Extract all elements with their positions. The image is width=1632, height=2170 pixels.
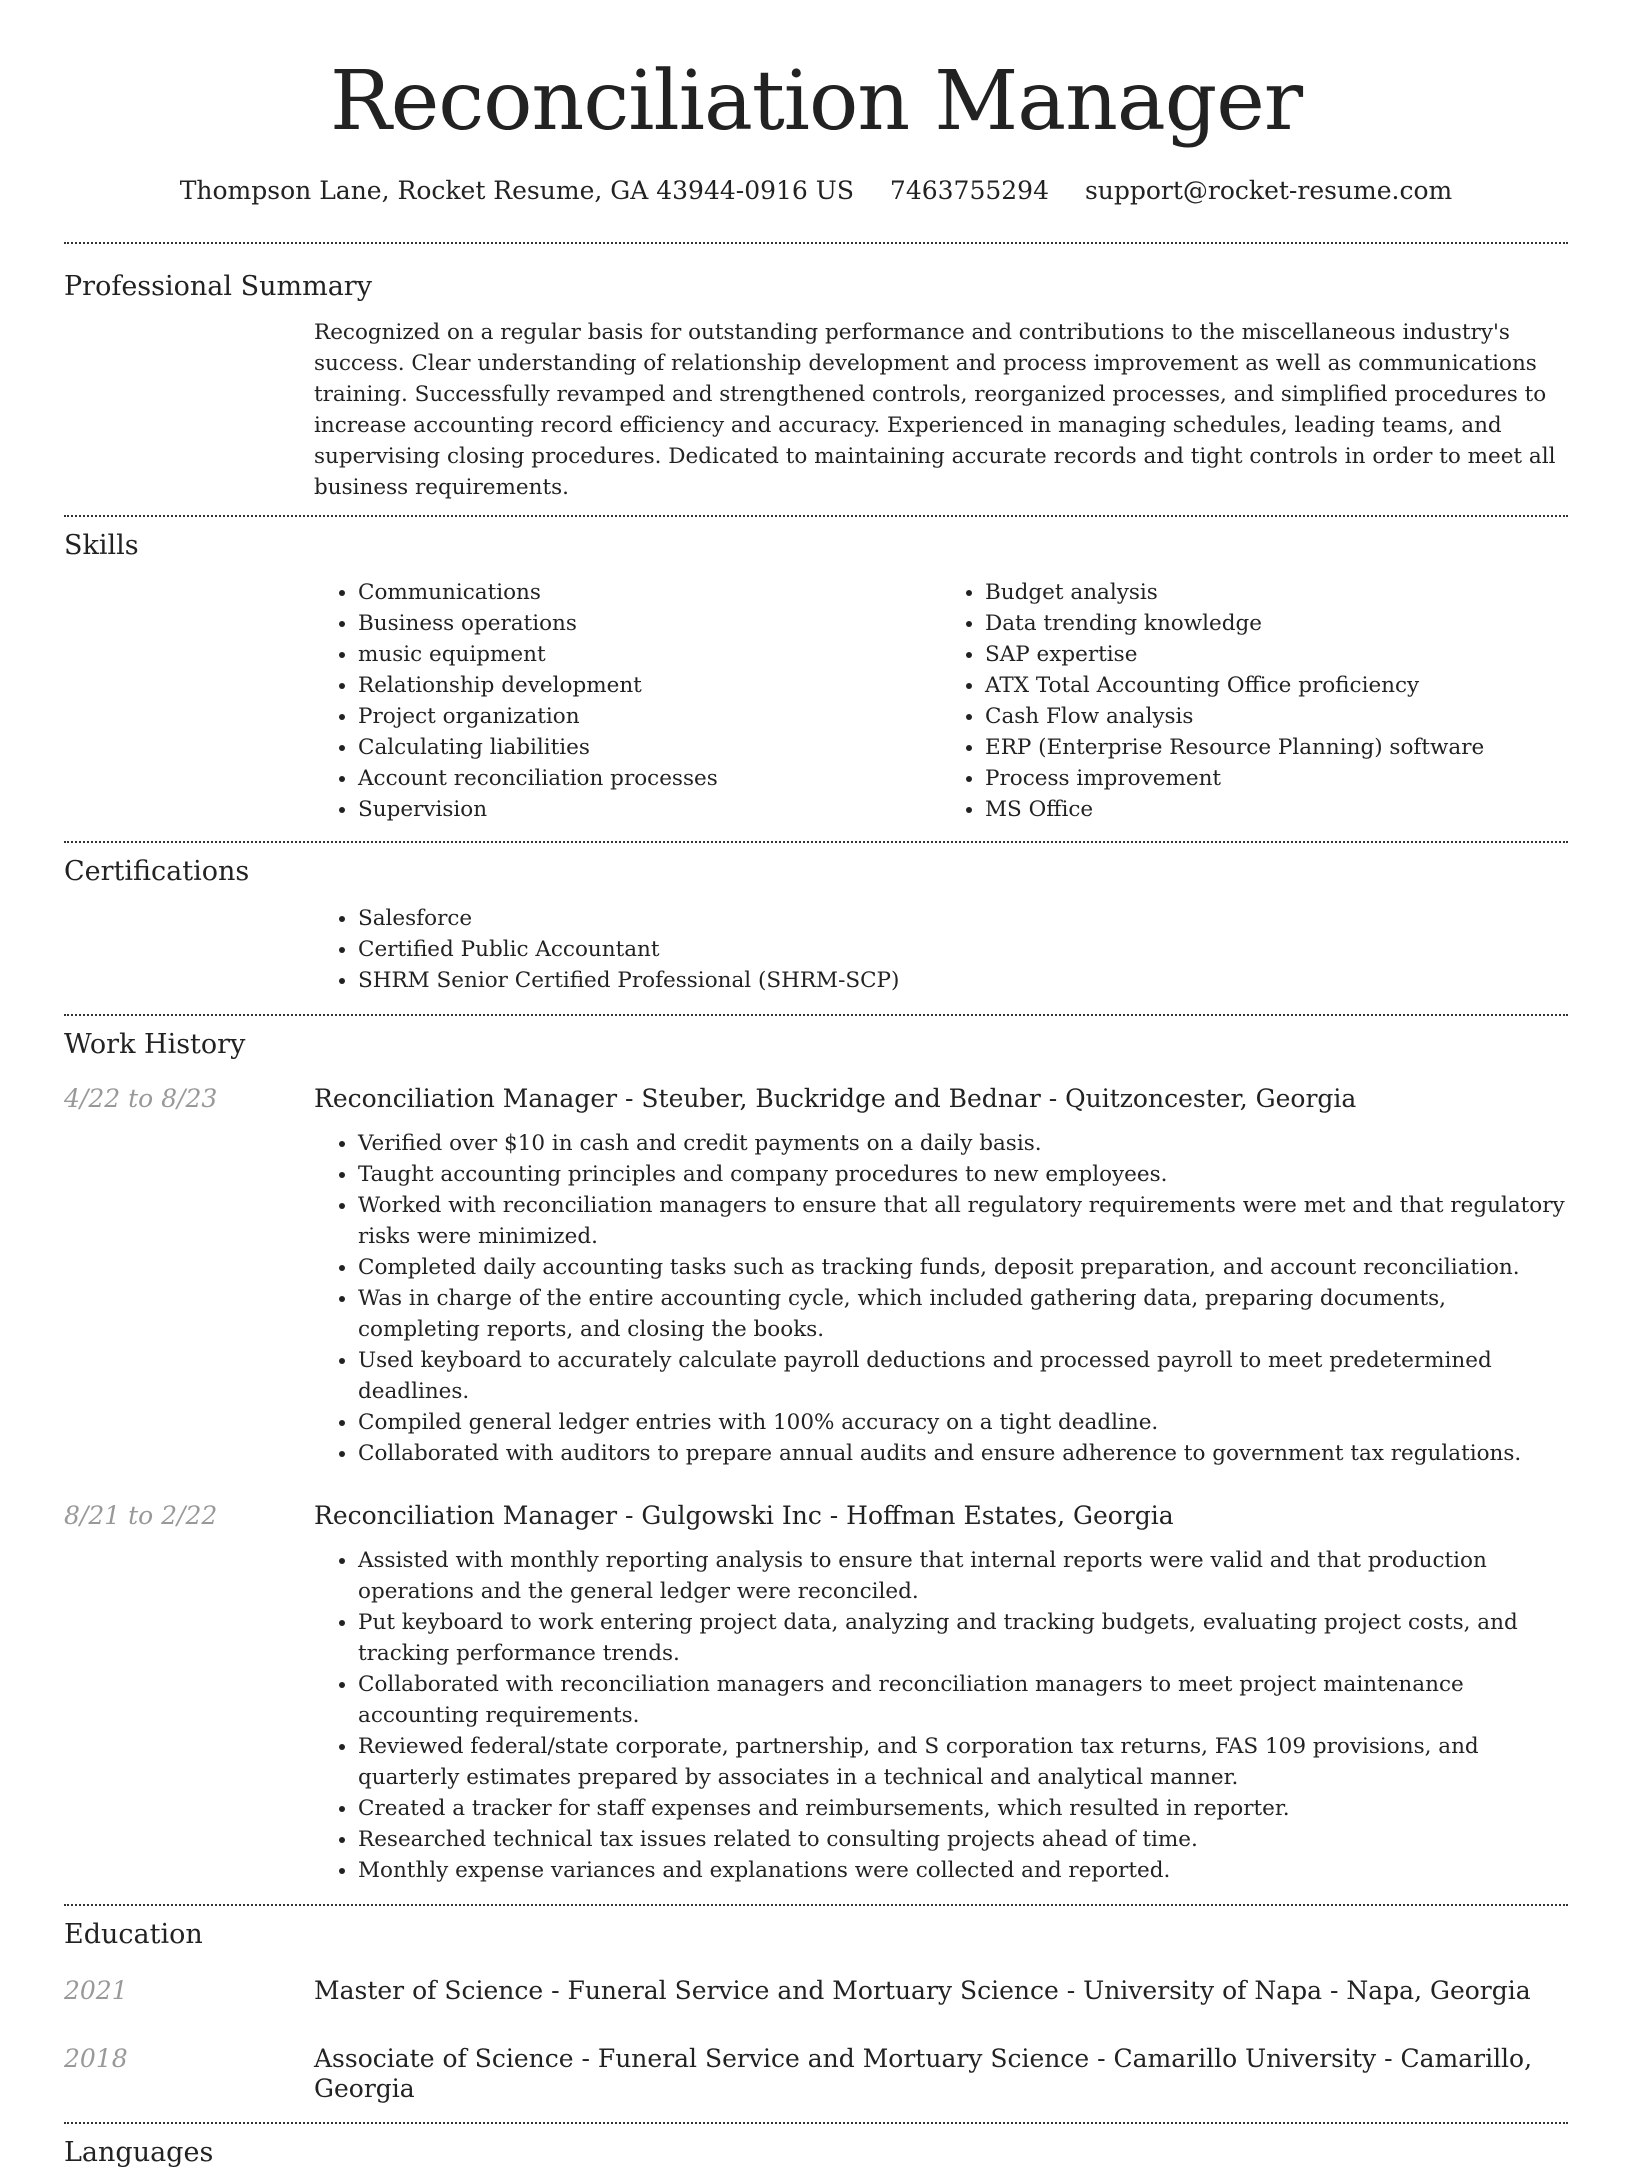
certification-item: • Certified Public Accountant (358, 934, 1568, 965)
skill-item: • music equipment (358, 639, 941, 670)
summary-text: Recognized on a regular basis for outstanding performance and contributions to the miscellaneous industry's success. Clear understanding of relationship development and process improvement as well as communications training. Successfully revamped and strengthened controls, reorganized processes, and simplified procedures to increase accounting record efficiency and accuracy. Experienced in managing schedules, leading teams, and supervising closing procedures. Dedicated to maintaining accurate records and tight controls in order to meet all business requirements. (314, 320, 1556, 500)
contact-address: Thompson Lane, Rocket Resume, GA 43944-0916 US (179, 176, 854, 205)
job-bullet: • Put keyboard to work entering project data, analyzing and tracking budgets, evaluating project costs, and tracking performance trends. (358, 1607, 1568, 1669)
skill-item: • Process improvement (985, 763, 1568, 794)
job-bullet: • Monthly expense variances and explanations were collected and reported. (358, 1855, 1568, 1886)
job-bullet: • Was in charge of the entire accounting cycle, which included gathering data, preparing documents, completing reports, and closing the books. (358, 1283, 1568, 1345)
skill-item: • Cash Flow analysis (985, 701, 1568, 732)
skill-item: • MS Office (985, 794, 1568, 825)
job-bullet: • Assisted with monthly reporting analysis to ensure that internal reports were valid and that production operations and the general ledger were reconciled. (358, 1545, 1568, 1607)
skill-item: • ATX Total Accounting Office proficiency (985, 670, 1568, 701)
job-dates: 8/21 to 2/22 (64, 1501, 218, 1530)
skill-item: • Account reconciliation processes (358, 763, 941, 794)
skill-item: • Relationship development (358, 670, 941, 701)
skill-item: • ERP (Enterprise Resource Planning) software (985, 732, 1568, 763)
education-title: Master of Science - Funeral Service and Mortuary Science - University of Napa - Napa, Georgia (314, 1976, 1531, 2005)
job-bullet: • Verified over $10 in cash and credit payments on a daily basis. (358, 1128, 1568, 1159)
education-heading: Education (64, 1919, 203, 1950)
skill-item: • SAP expertise (985, 639, 1568, 670)
work-history-heading: Work History (64, 1029, 246, 1060)
skill-item: • Calculating liabilities (358, 732, 941, 763)
job-bullet: • Completed daily accounting tasks such as tracking funds, deposit preparation, and account reconciliation. (358, 1252, 1568, 1283)
education-year: 2021 (64, 1976, 128, 2005)
certification-item: • SHRM Senior Certified Professional (SHRM-SCP) (358, 965, 1568, 996)
skill-item: • Budget analysis (985, 577, 1568, 608)
skills-list-right (941, 577, 1568, 825)
job-bullets (314, 1545, 1568, 1886)
education-section (64, 1906, 1568, 2104)
education-title: Associate of Science - Funeral Service and Mortuary Science - Camarillo University - Camarillo, Georgia (314, 2044, 1533, 2103)
skill-item: • Business operations (358, 608, 941, 639)
certifications-heading: Certifications (64, 856, 250, 887)
contact-phone: 7463755294 (889, 176, 1049, 205)
certification-item: • Salesforce (358, 903, 1568, 934)
job-bullet: • Used keyboard to accurately calculate payroll deductions and processed payroll to meet predetermined deadlines. (358, 1345, 1568, 1407)
languages-section (64, 2124, 1568, 2170)
languages-heading: Languages (64, 2137, 214, 2168)
skills-list-left (314, 577, 941, 825)
education-entry (64, 1976, 1568, 2006)
skill-item: • Supervision (358, 794, 941, 825)
job-bullet: • Taught accounting principles and company procedures to new employees. (358, 1159, 1568, 1190)
job-bullet: • Collaborated with auditors to prepare annual audits and ensure adherence to government tax regulations. (358, 1438, 1568, 1469)
contact-line (64, 176, 1568, 206)
certifications-list (314, 903, 1568, 996)
job-bullet: • Reviewed federal/state corporate, partnership, and S corporation tax returns, FAS 109 provisions, and quarterly estimates prepared by associates in a technical and analytical manner. (358, 1731, 1568, 1793)
contact-email: support@rocket-resume.com (1084, 176, 1453, 205)
job-entry (64, 1501, 1568, 1886)
skill-item: • Communications (358, 577, 941, 608)
resume-name: Reconciliation Manager (329, 54, 1303, 149)
skill-item: • Data trending knowledge (985, 608, 1568, 639)
skills-heading: Skills (64, 530, 139, 561)
certifications-section (64, 843, 1568, 996)
skills-section (64, 517, 1568, 825)
job-bullets (314, 1128, 1568, 1469)
job-dates: 4/22 to 8/23 (64, 1084, 218, 1113)
job-entry (64, 1084, 1568, 1469)
job-title: Reconciliation Manager - Gulgowski Inc - Hoffman Estates, Georgia (314, 1501, 1174, 1530)
job-bullet: • Researched technical tax issues related to consulting projects ahead of time. (358, 1824, 1568, 1855)
job-bullet: • Worked with reconciliation managers to ensure that all regulatory requirements were met and that regulatory risks were minimized. (358, 1190, 1568, 1252)
job-bullet: • Created a tracker for staff expenses and reimbursements, which resulted in reporter. (358, 1793, 1568, 1824)
job-bullet: • Compiled general ledger entries with 100% accuracy on a tight deadline. (358, 1407, 1568, 1438)
summary-heading: Professional Summary (64, 271, 372, 302)
education-year: 2018 (64, 2044, 128, 2073)
job-title: Reconciliation Manager - Steuber, Buckridge and Bednar - Quitzoncester, Georgia (314, 1084, 1357, 1113)
summary-section (64, 244, 1568, 503)
work-history-section (64, 1016, 1568, 1886)
job-bullet: • Collaborated with reconciliation managers and reconciliation managers to meet project maintenance accounting requirements. (358, 1669, 1568, 1731)
education-entry (64, 2044, 1568, 2104)
skill-item: • Project organization (358, 701, 941, 732)
